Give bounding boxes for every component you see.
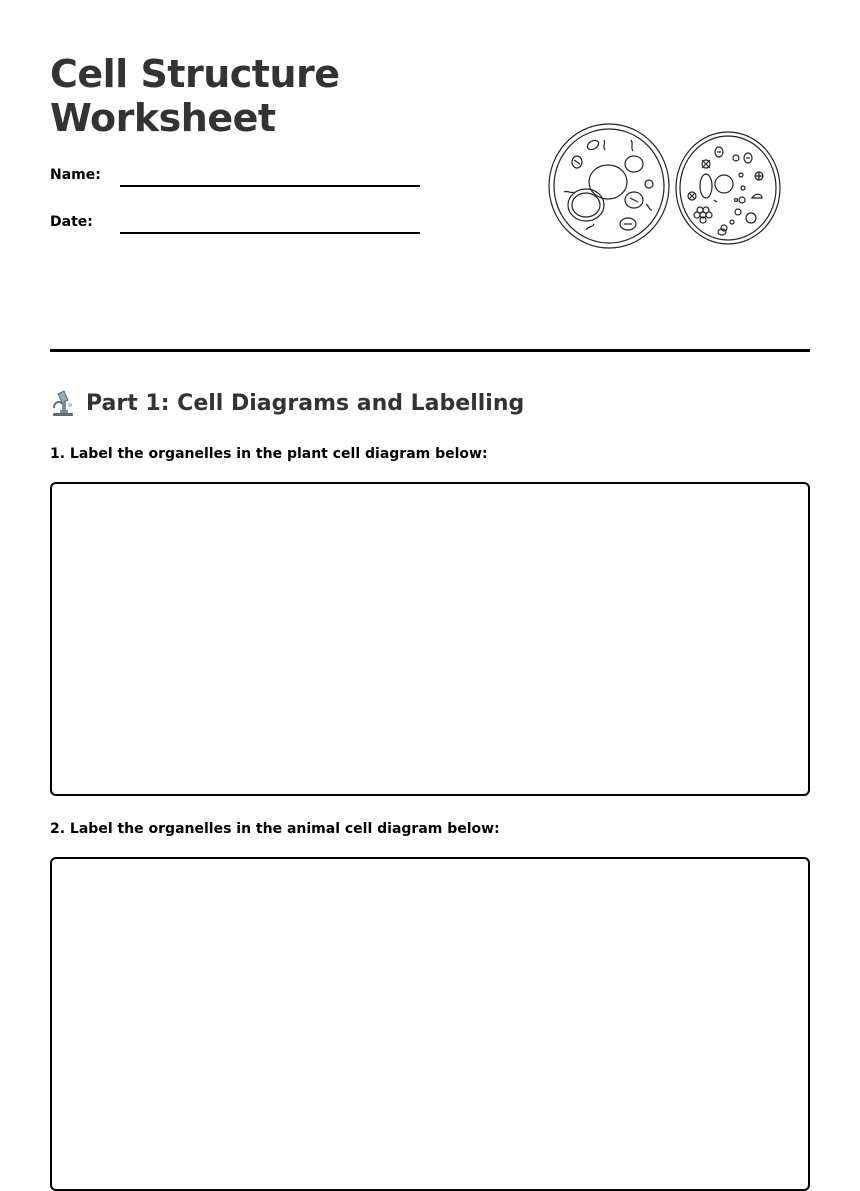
question-1: 1. Label the organelles in the plant cell diagram below:	[50, 446, 488, 462]
date-label: Date:	[50, 214, 93, 230]
worksheet-title: Cell Structure Worksheet	[50, 52, 340, 140]
name-label: Name:	[50, 167, 101, 183]
animal-cell-drawing	[676, 132, 780, 244]
date-field[interactable]	[50, 214, 420, 244]
name-field[interactable]	[50, 167, 420, 197]
section-title-part-1	[50, 388, 524, 420]
cell-illustration	[546, 120, 786, 252]
section-title-text: Part 1: Cell Diagrams and Labelling	[86, 391, 525, 416]
date-blank-line[interactable]	[120, 232, 420, 234]
plant-cell-answer-box[interactable]	[50, 482, 810, 796]
plant-cell-drawing	[549, 124, 669, 248]
microscope-icon	[50, 390, 76, 418]
section-divider	[50, 349, 810, 352]
animal-cell-answer-box[interactable]	[50, 857, 810, 1191]
question-2: 2. Label the organelles in the animal cell diagram below:	[50, 821, 500, 837]
name-blank-line[interactable]	[120, 185, 420, 187]
